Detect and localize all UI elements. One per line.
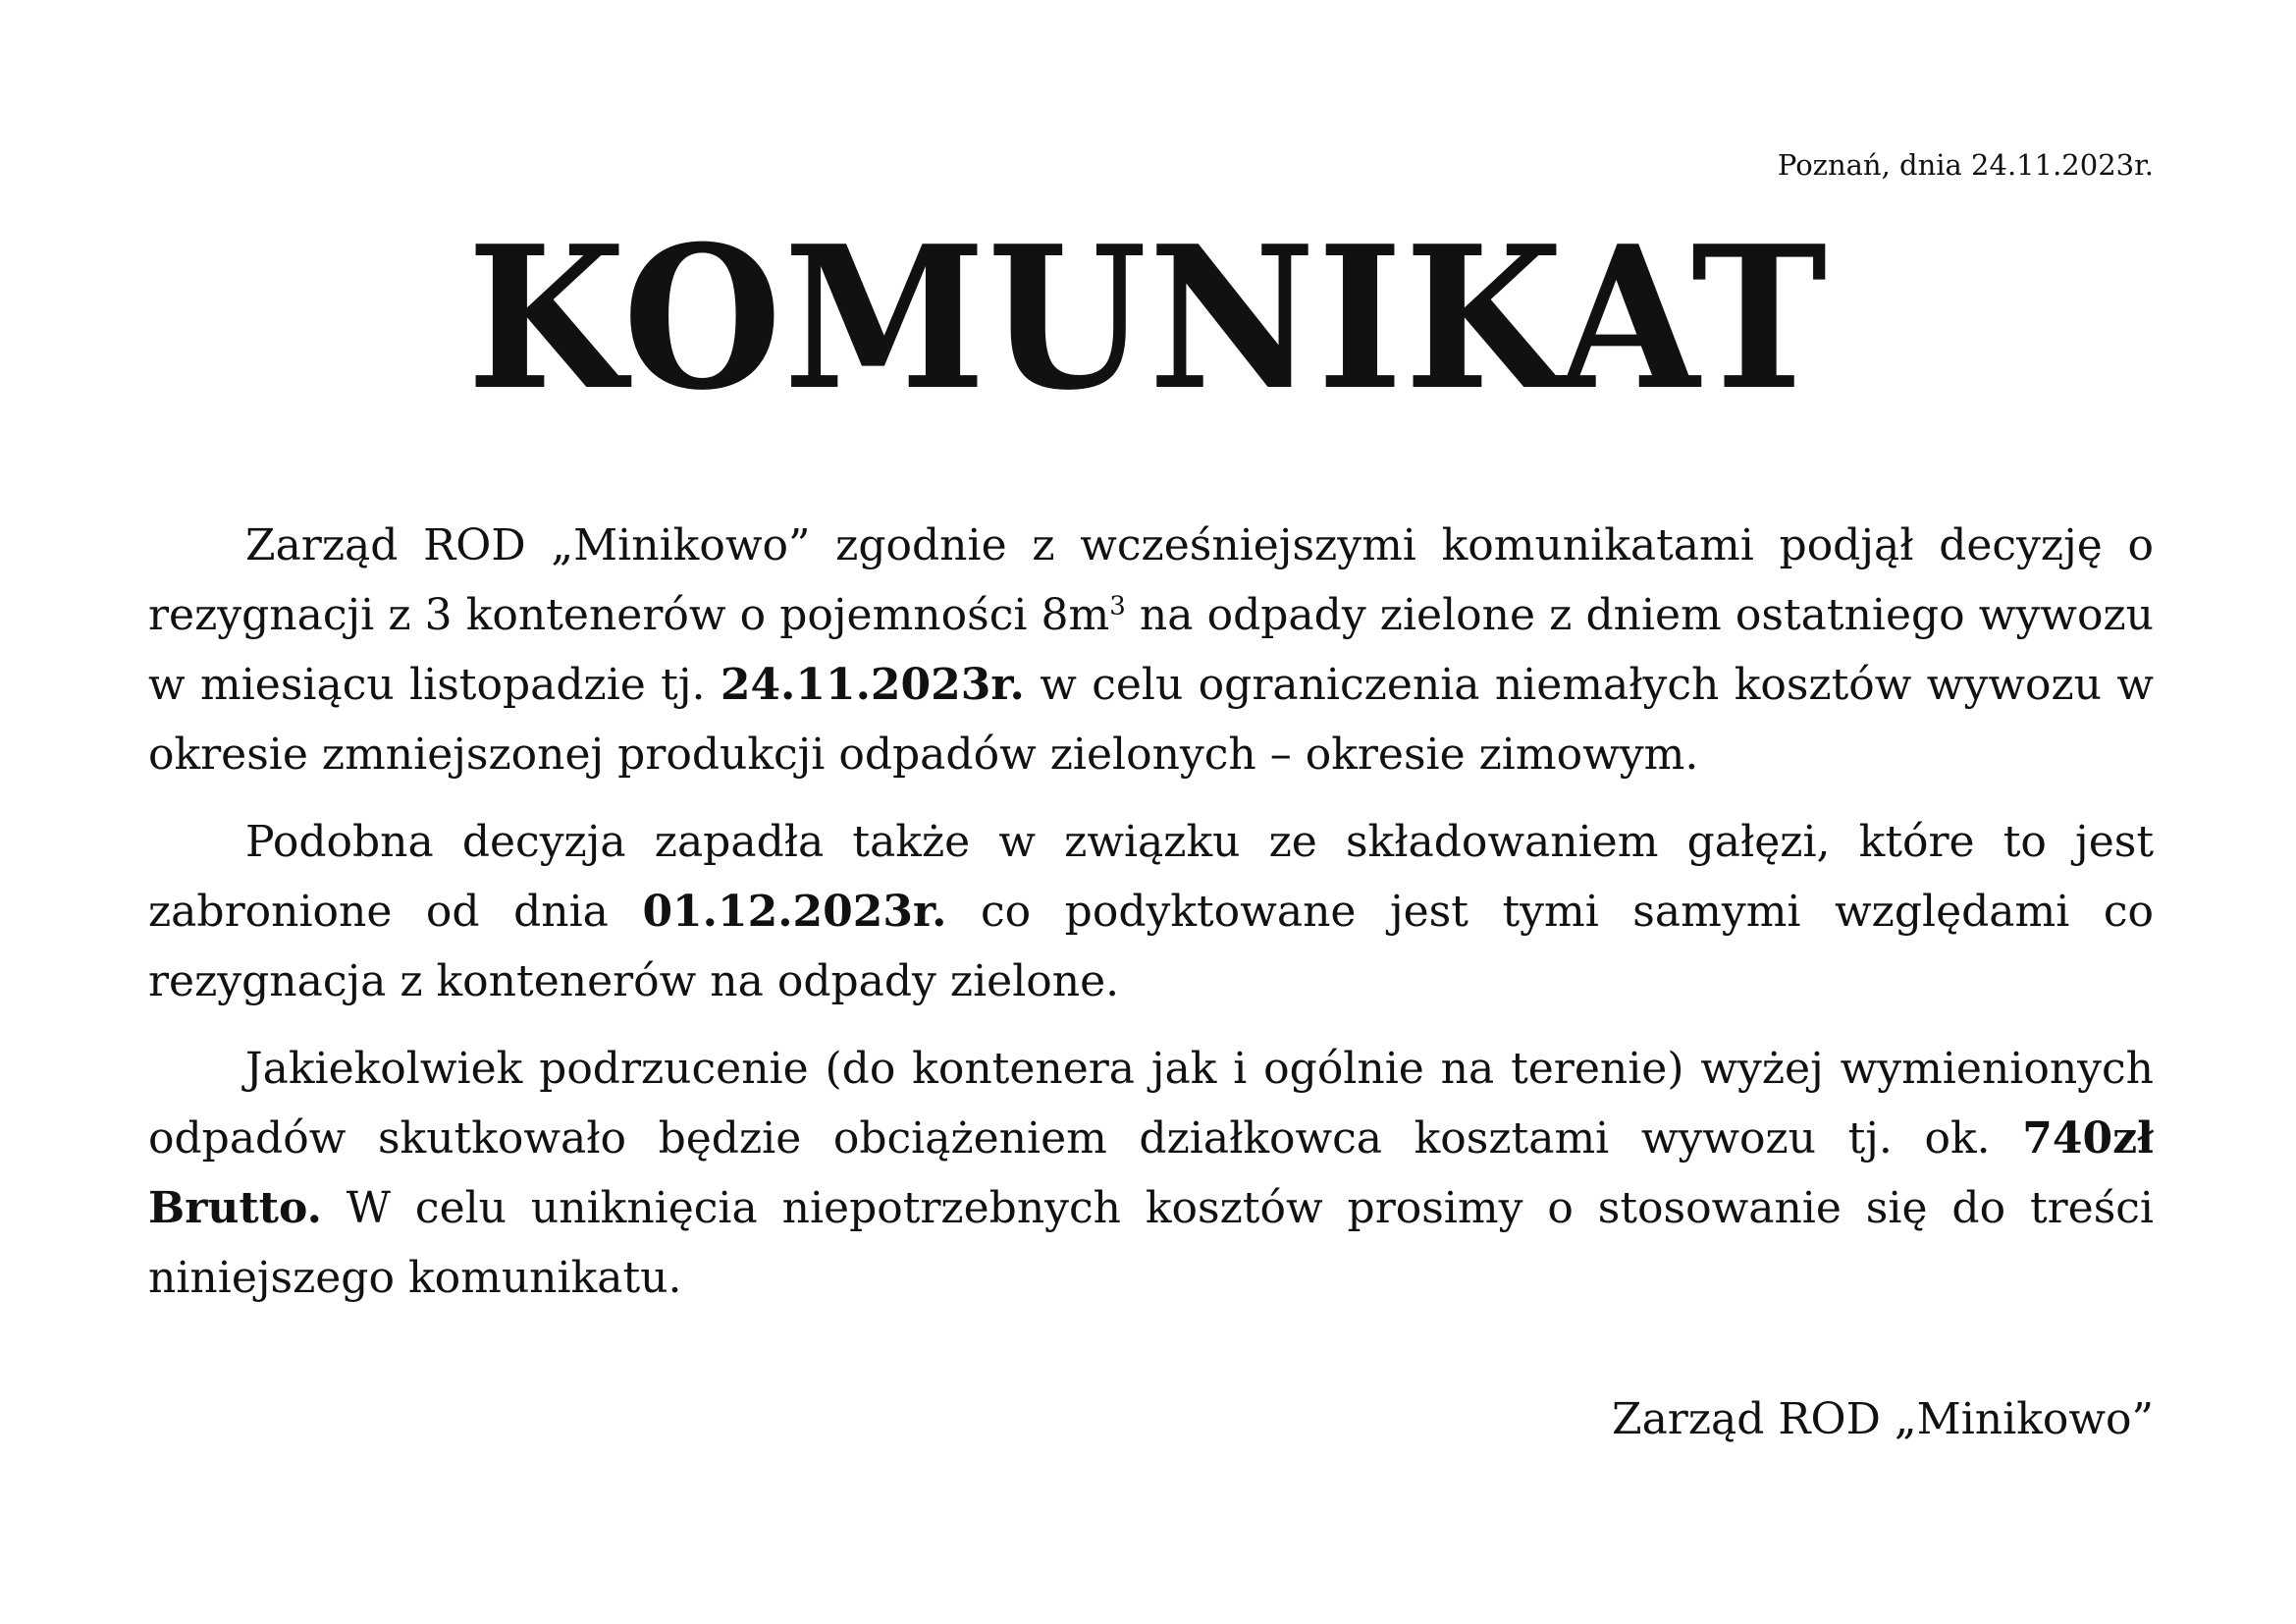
cost-highlight: 740zł Brutto. xyxy=(148,1113,2154,1233)
paragraph-text: W celu uniknięcia niepotrzebnych kosztów prosimy o stosowanie się do treści niniejszego komunikatu. xyxy=(148,1183,2154,1303)
signature: Zarząd ROD „Minikowo” xyxy=(1612,1394,2154,1444)
paragraph-text: Zarząd ROD „Minikowo” zgodnie z wcześniejszymi komunikatami podjął decyzję o rezygnacji z 3 kontenerów o pojemności 8m xyxy=(148,520,2154,640)
paragraph-text: Podobna decyzja zapadła także w związku ze składowaniem gałęzi, które to jest zabronione od dnia xyxy=(148,817,2154,937)
paragraph-text: co podyktowane jest tymi samymi względami co rezygnacja z kontenerów na odpady zielone. xyxy=(148,887,2154,1006)
date-highlight: 24.11.2023r. xyxy=(720,660,1025,710)
paragraph-penalty xyxy=(148,1034,2154,1313)
page-title: KOMUNIKAT xyxy=(466,203,1830,434)
paragraph-branches xyxy=(148,807,2154,1016)
paragraph-text: Jakiekolwiek podrzucenie (do kontenera jak i ogólnie na terenie) wyżej wymienionych odpadów skutkowało będzie obciążeniem działkowca kosztami wywozu tj. ok. xyxy=(148,1044,2154,1164)
announcement-body xyxy=(148,511,2154,1330)
date-highlight: 01.12.2023r. xyxy=(642,887,947,937)
superscript-cubic: 3 xyxy=(1109,591,1126,622)
date-line: Poznań, dnia 24.11.2023r. xyxy=(1777,148,2154,182)
paragraph-text: w celu ograniczenia niemałych kosztów wywozu w okresie zmniejszonej produkcji odpadów zielonych – okresie zimowym. xyxy=(148,660,2155,780)
paragraph-text: na odpady zielone z dniem ostatniego wywozu w miesiącu listopadzie tj. xyxy=(148,590,2154,710)
paragraph-containers xyxy=(148,511,2154,789)
